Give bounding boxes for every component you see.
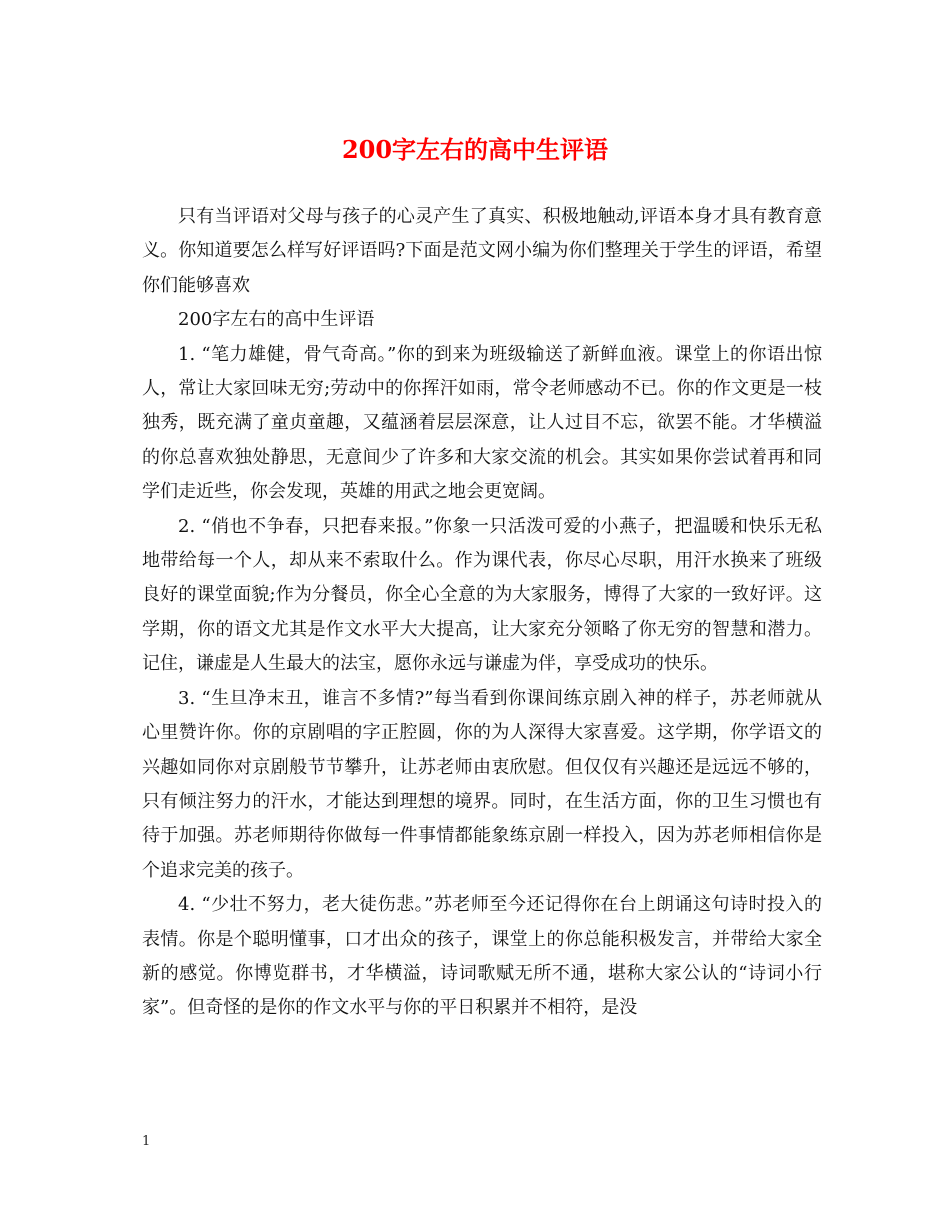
document-body — [142, 200, 822, 1026]
document-title: 200字左右的高中生评语 — [341, 135, 609, 164]
comment-paragraph-2: 2. “俏也不争春，只把春来报。”你象一只活泼可爱的小燕子，把温暖和快乐无私地带给每一个人，却从来不索取什么。作为课代表，你尽心尽职，用汗水换来了班级良好的课堂面貌;作为分餐员，你全心全意的为大家服务，博得了大家的一致好评。这学期，你的语文尤其是作文水平大大提高，让大家充分领略了你无穷的智慧和潜力。记住，谦虚是人生最大的法宝，愿你永远与谦虚为伴，享受成功的快乐。 — [142, 515, 822, 675]
comment-paragraph-4: 4. “少壮不努力，老大徒伤悲。”苏老师至今还记得你在台上朗诵这句诗时投入的表情。你是个聪明懂事，口才出众的孩子，课堂上的你总能积极发言，并带给大家全新的感觉。你博览群书，才华横溢，诗词歌赋无所不通，堪称大家公认的“诗词小行家”。但奇怪的是你的作文水平与你的平日积累并不相符，是没 — [142, 894, 822, 1019]
comment-paragraph-1: 1. “笔力雄健，骨气奇高。”你的到来为班级输送了新鲜血液。课堂上的你语出惊人，常让大家回味无穷;劳动中的你挥汗如雨，常令老师感动不已。你的作文更是一枝独秀，既充满了童贞童趣，又蕴涵着层层深意，让人过目不忘，欲罢不能。才华横溢的你总喜欢独处静思，无意间少了许多和大家交流的机会。其实如果你尝试着再和同学们走近些，你会发现，英雄的用武之地会更宽阔。 — [142, 343, 822, 503]
page-number: 1 — [142, 1134, 151, 1149]
intro-paragraph: 只有当评语对父母与孩子的心灵产生了真实、积极地触动,评语本身才具有教育意义。你知道要怎么样写好评语吗?下面是范文网小编为你们整理关于学生的评语，希望你们能够喜欢 — [142, 206, 822, 296]
section-heading: 200字左右的高中生评语 — [178, 309, 375, 331]
comment-paragraph-3: 3. “生旦净末丑，谁言不多情?”每当看到你课间练京剧入神的样子，苏老师就从心里赞许你。你的京剧唱的字正腔圆，你的为人深得大家喜爱。这学期，你学语文的兴趣如同你对京剧般节节攀升，让苏老师由衷欣慰。但仅仅有兴趣还是远远不够的，只有倾注努力的汗水，才能达到理想的境界。同时，在生活方面，你的卫生习惯也有待于加强。苏老师期待你做每一件事情都能象练京剧一样投入，因为苏老师相信你是个追求完美的孩子。 — [142, 687, 822, 881]
